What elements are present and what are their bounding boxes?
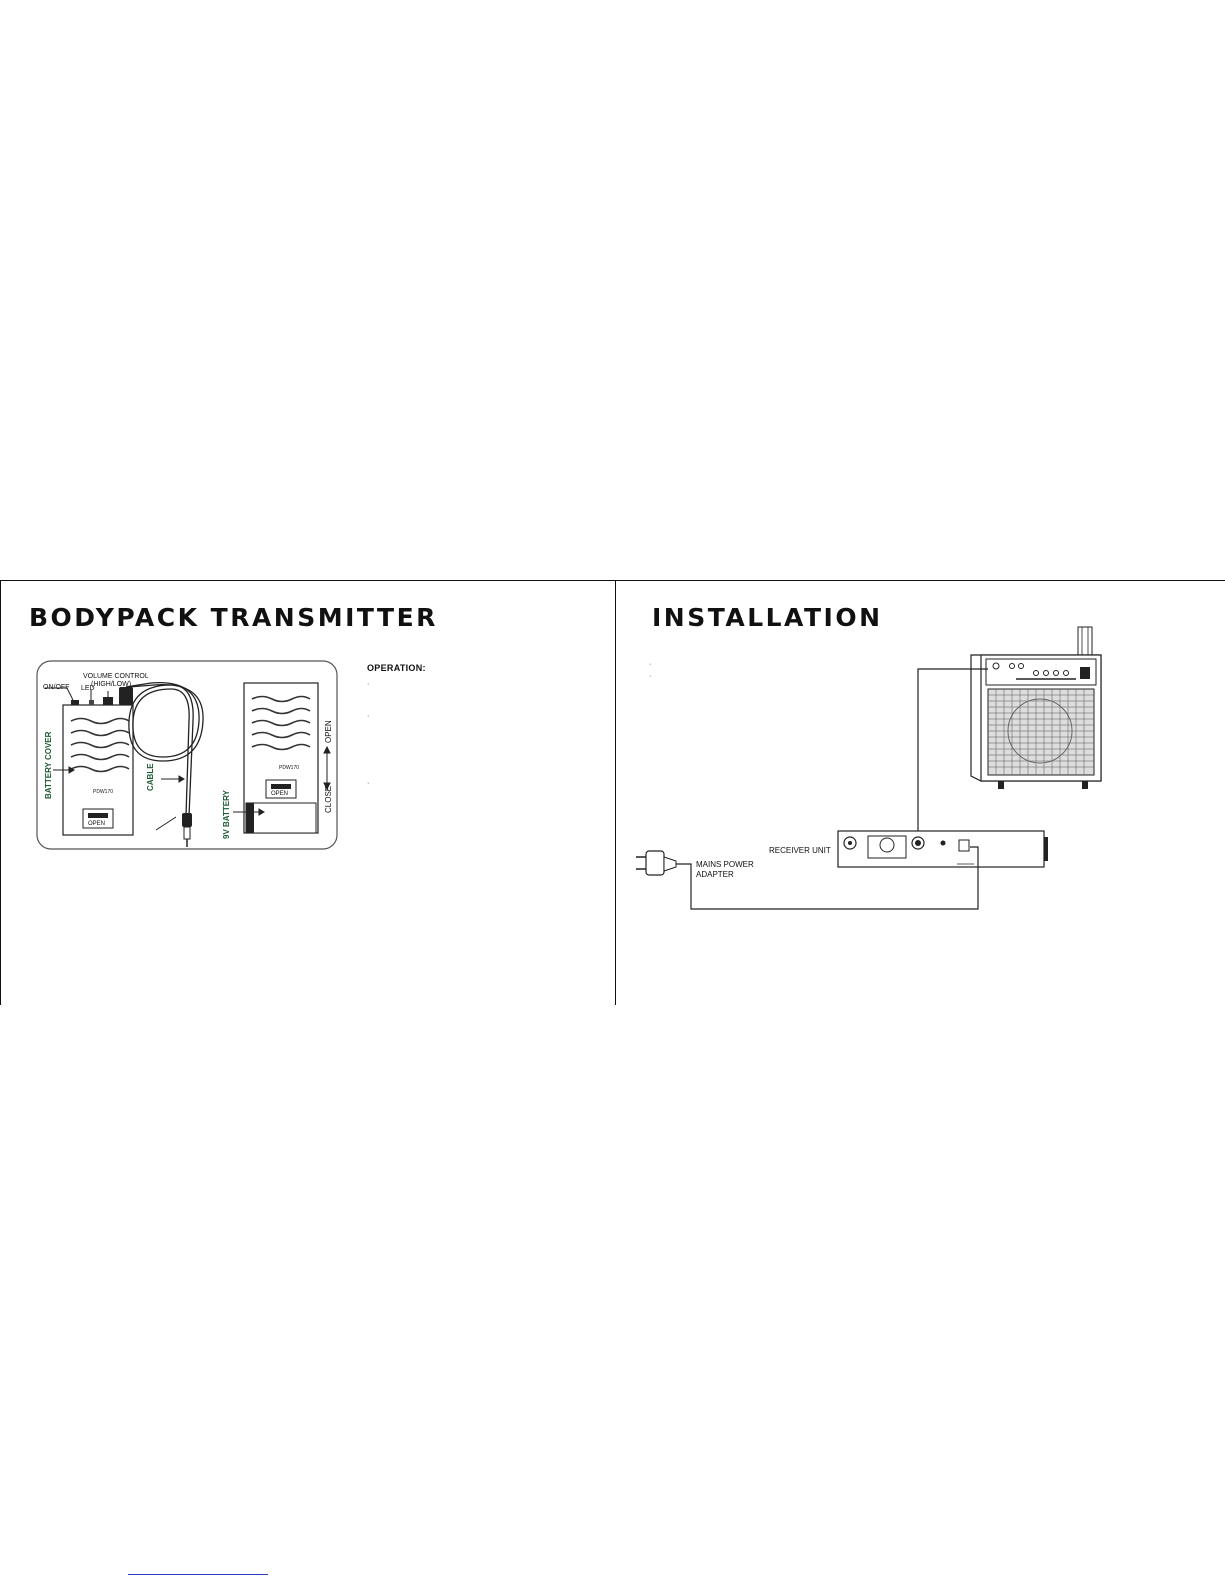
volume-control-sub-label: (HIGH/LOW) (91, 681, 132, 688)
battery-label: 9V BATTERY (222, 790, 231, 839)
battery-cover-label: BATTERY COVER (44, 731, 53, 799)
operation-bullet: · (367, 681, 370, 688)
transmitter-front (63, 687, 133, 835)
operation-heading: OPERATION: (367, 663, 426, 673)
installation-diagram (616, 581, 1225, 1005)
battery-compartment (246, 803, 316, 833)
on-off-label: ON/OFF (43, 684, 70, 691)
cable-coil (126, 683, 203, 847)
open-direction-label: OPEN (324, 720, 333, 743)
receiver-unit (838, 831, 1048, 867)
mains-power-label-line1: MAINS POWER (696, 860, 754, 869)
operation-bullet: · (367, 780, 370, 787)
open-button-label-2: OPEN (271, 791, 289, 797)
model-label: PDW170 (93, 789, 114, 795)
footer-link-underline[interactable] (128, 1574, 268, 1575)
receiver-unit-label: RECEIVER UNIT (769, 846, 831, 855)
amplifier-speaker (971, 627, 1101, 789)
transmitter-diagram (1, 581, 615, 1005)
mains-power-label-line2: ADAPTER (696, 870, 734, 879)
volume-control-label: VOLUME CONTROL (83, 673, 149, 680)
model-label-2: PDW170 (279, 765, 300, 771)
transmitter-battery-view (244, 683, 318, 833)
page-title: BODYPACK TRANSMITTER (29, 603, 438, 632)
close-direction-label: CLOSE (324, 785, 333, 813)
bodypack-transmitter-page (0, 580, 616, 1005)
cable-label: CABLE (146, 763, 155, 791)
installation-page (616, 580, 1225, 1005)
installation-bullet: · (649, 661, 652, 668)
page-title: INSTALLATION (652, 603, 883, 632)
led-label: LED (81, 685, 95, 692)
installation-bullet: · (649, 673, 652, 680)
operation-bullet: · (367, 713, 370, 720)
open-button-label: OPEN (88, 821, 106, 827)
